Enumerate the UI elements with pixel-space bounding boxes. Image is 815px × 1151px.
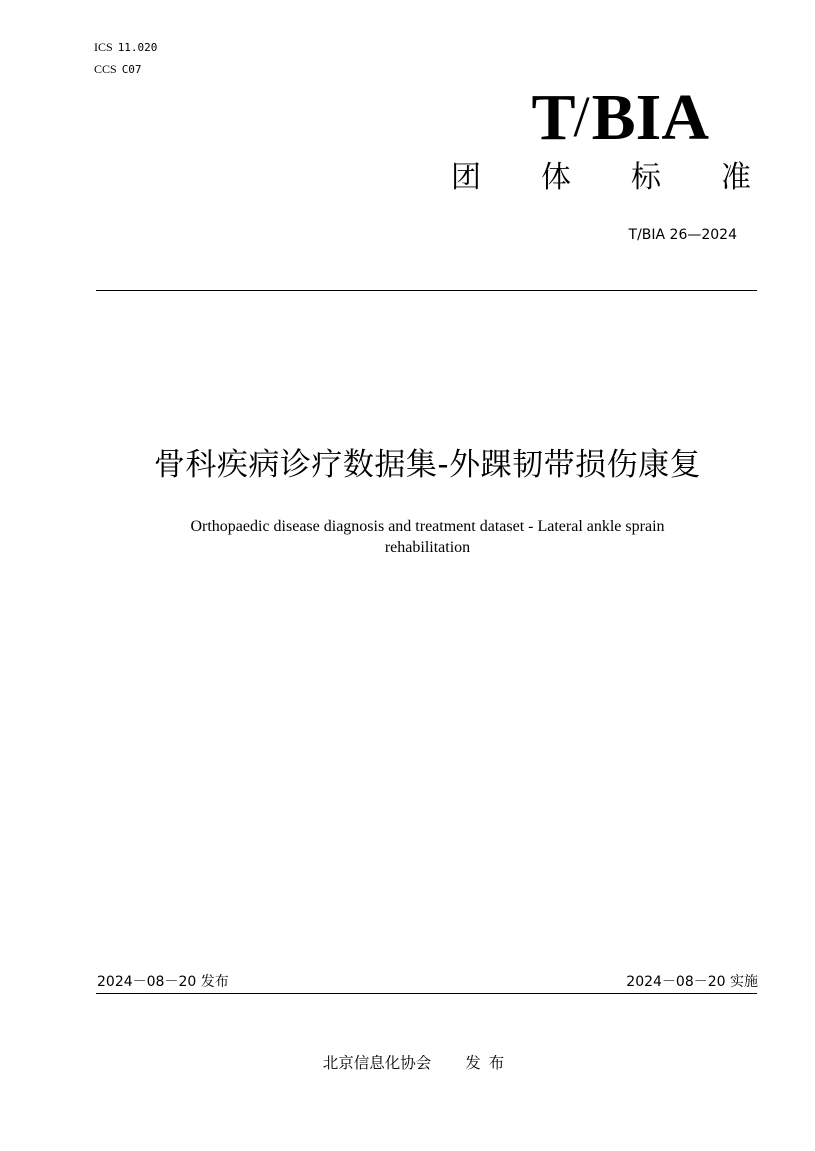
header-divider [96, 290, 757, 291]
ics-value: 11.020 [117, 41, 158, 54]
implement-label: 实施 [730, 974, 758, 990]
ics-code [94, 40, 157, 55]
brand-suffix: BIA [591, 81, 709, 154]
title-en-line-2: rehabilitation [384, 539, 471, 556]
brand-prefix: T [531, 81, 576, 154]
ccs-value: C07 [121, 63, 142, 76]
brand-logo [531, 82, 709, 156]
footer-divider [96, 993, 757, 994]
standard-type [451, 158, 751, 198]
brand-slash: / [573, 84, 590, 149]
document-title-en [100, 516, 755, 558]
standard-type-char: 体 [541, 160, 571, 195]
publish-label: 发布 [200, 974, 229, 990]
ccs-code [94, 62, 142, 77]
publisher-action: 发布 [465, 1054, 513, 1072]
standard-type-char: 准 [721, 160, 751, 195]
document-title-cn: 骨科疾病诊疗数据集-外踝韧带损伤康复 [153, 447, 702, 483]
title-en-line-1: Orthopaedic disease diagnosis and treatment dataset - Lateral ankle sprain [190, 518, 665, 535]
implement-date [626, 972, 758, 992]
standard-type-char: 标 [631, 160, 661, 195]
ccs-label: CCS [94, 62, 117, 76]
publish-date [97, 972, 229, 992]
standard-type-char: 团 [451, 160, 481, 195]
publisher [0, 1052, 815, 1074]
publish-date-value: 2024－08－20 [97, 974, 197, 990]
publisher-name: 北京信息化协会 [322, 1054, 432, 1072]
implement-date-value: 2024－08－20 [626, 974, 726, 990]
standard-number: T/BIA 26—2024 [628, 227, 737, 243]
ics-label: ICS [94, 40, 113, 54]
